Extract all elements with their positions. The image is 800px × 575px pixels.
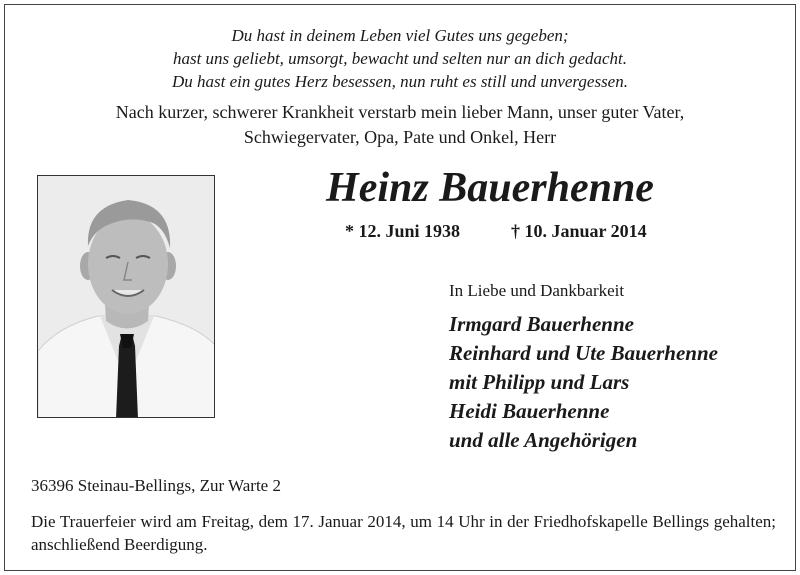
portrait-illustration bbox=[38, 176, 215, 418]
family-address: 36396 Steinau-Bellings, Zur Warte 2 bbox=[31, 476, 281, 495]
poem-line: hast uns geliebt, umsorgt, bewacht und selten nur an dich gedacht. bbox=[172, 49, 628, 68]
intro-text bbox=[0, 100, 800, 150]
intro-line: Nach kurzer, schwerer Krankheit verstarb mein lieber Mann, unser guter Vater, bbox=[115, 102, 685, 122]
funeral-service-info: Die Trauerfeier wird am Freitag, dem 17. Januar 2014, um 14 Uhr in der Friedhofskapelle Bellings gehalten; anschließend Beerdigung. bbox=[31, 512, 776, 554]
poem-line: Du hast in deinem Leben viel Gutes uns gegeben; bbox=[231, 26, 569, 45]
mourner-line: mit Philipp und Lars bbox=[449, 370, 630, 394]
birth-date: * 12. Juni 1938 bbox=[345, 221, 461, 241]
intro-line: Schwiegervater, Opa, Pate und Onkel, Herr bbox=[243, 127, 557, 147]
memorial-poem bbox=[0, 24, 800, 93]
mourner-line: Reinhard und Ute Bauerhenne bbox=[449, 341, 718, 365]
deceased-name: Heinz Bauerhenne bbox=[326, 165, 654, 211]
portrait-photo bbox=[37, 175, 215, 418]
poem-line: Du hast ein gutes Herz besessen, nun ruht es still und unvergessen. bbox=[172, 72, 628, 91]
mourners-list bbox=[449, 310, 718, 455]
life-dates bbox=[345, 219, 675, 243]
mourner-line: Heidi Bauerhenne bbox=[449, 399, 610, 423]
mourner-line: Irmgard Bauerhenne bbox=[449, 312, 634, 336]
thanks-line: In Liebe und Dankbarkeit bbox=[449, 281, 625, 300]
death-date: † 10. Januar 2014 bbox=[511, 221, 647, 241]
mourner-line: und alle Angehörigen bbox=[449, 428, 638, 452]
